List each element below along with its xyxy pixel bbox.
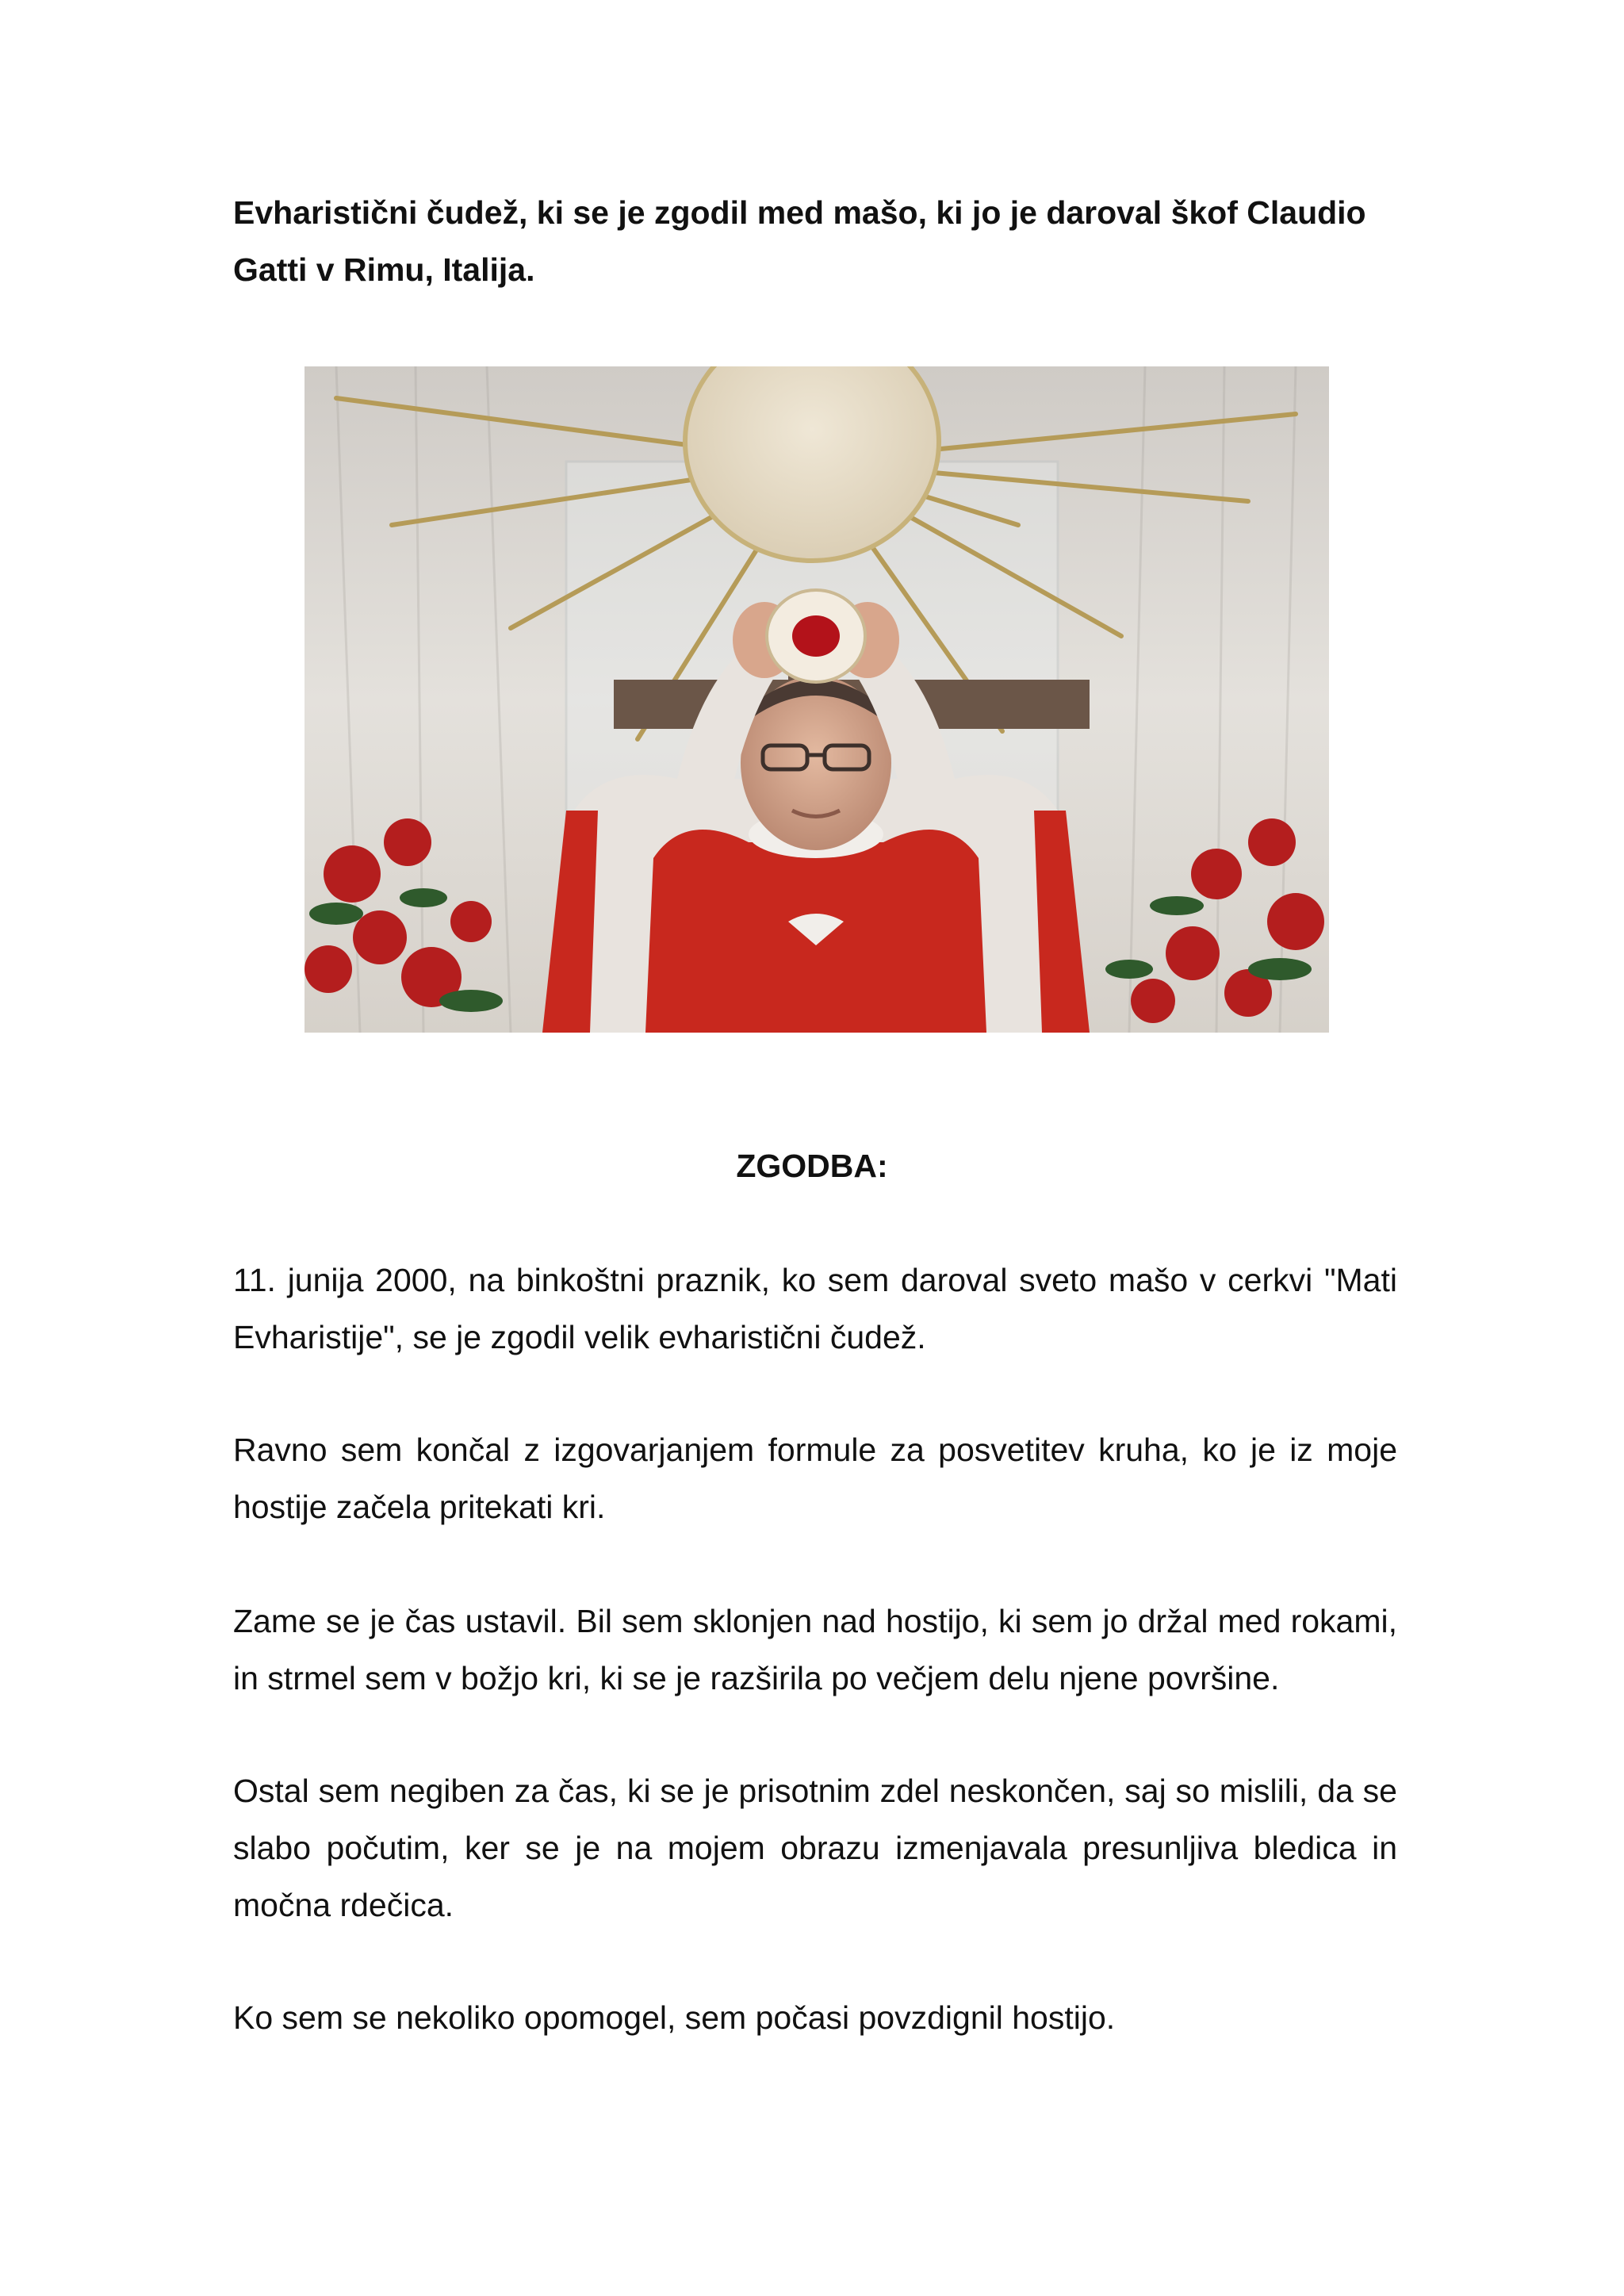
paragraph-5: Ko sem se nekoliko opomogel, sem počasi povzdignil hostijo. (233, 1999, 1116, 2036)
paragraph-4: Ostal sem negiben za čas, ki se je prisotnim zdel neskončen, saj so mislili, da se slabo počutim, ker se je na mojem obrazu izmenjavala presunljiva bledica in močna rdečica. (233, 1773, 1397, 1923)
document-title: Evharistični čudež, ki se je zgodil med mašo, ki jo je daroval škof Claudio Gatti v Rimu, Italija. (233, 194, 1366, 288)
photo-bishop-elevating-host (304, 366, 1329, 1033)
paragraph-1: 11. junija 2000, na binkoštni praznik, ko sem daroval sveto mašo v cerkvi "Mati Evharistije", se je zgodil velik evharistični čudež. (233, 1262, 1397, 1355)
paragraph-3: Zame se je čas ustavil. Bil sem sklonjen nad hostijo, ki sem jo držal med rokami, in strmel sem v božjo kri, ki se je razširila po večjem delu njene površine. (233, 1603, 1397, 1696)
section-heading: ZGODBA: (736, 1148, 888, 1184)
paragraph-2: Ravno sem končal z izgovarjanjem formule za posvetitev kruha, ko je iz moje hostije začela pritekati kri. (233, 1432, 1397, 1525)
photo-illustration (304, 366, 1329, 1033)
